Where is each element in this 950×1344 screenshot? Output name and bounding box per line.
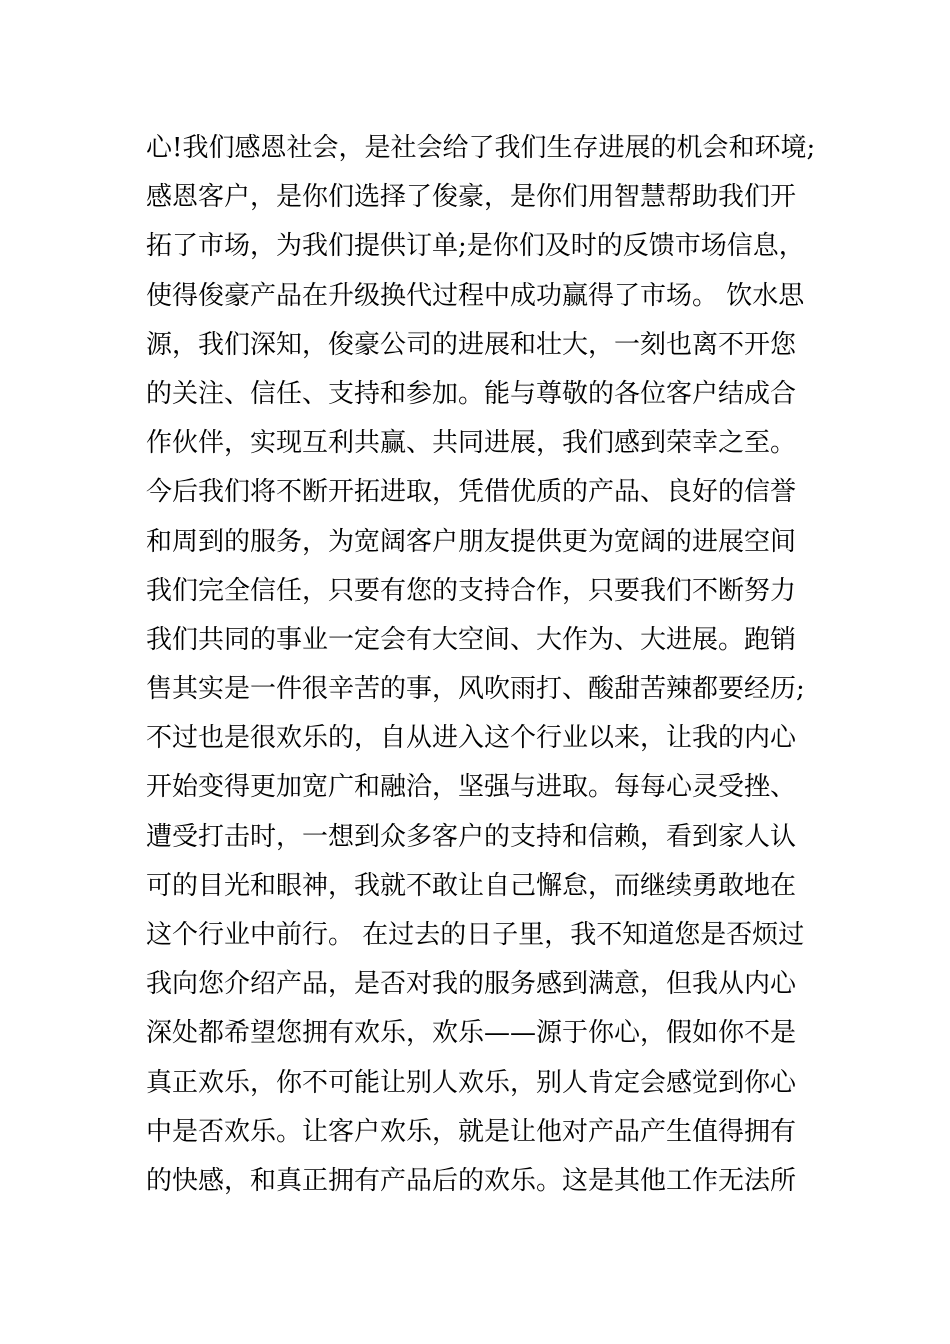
text-line: 我向您介绍产品，是否对我的服务感到满意，但我从内心 — [146, 969, 797, 1000]
text-line: 真正欢乐，你不可能让别人欢乐，别人肯定会感觉到你心 — [146, 1067, 797, 1098]
text-line: 和周到的服务，为宽阔客户朋友提供更为宽阔的进展空间 — [146, 526, 797, 557]
text-line: 心!我们感恩社会，是社会给了我们生存进展的机会和环境; — [146, 133, 816, 163]
text-line: 这个行业中前行。 在过去的日子里，我不知道您是否烦过 — [146, 920, 805, 950]
text-line: 使得俊豪产品在升级换代过程中成功赢得了市场。 饮水思 — [146, 280, 805, 311]
text-line: 我们共同的事业一定会有大空间、大作为、大进展。跑销 — [146, 624, 797, 655]
text-line: 遭受打击时，一想到众多客户的支持和信赖，看到家人认 — [146, 821, 797, 852]
body-text — [146, 124, 846, 1206]
text-line: 的关注、信任、支持和参加。能与尊敬的各位客户结成合 — [146, 378, 797, 409]
text-line: 今后我们将不断开拓进取，凭借优质的产品、良好的信誉 — [146, 477, 797, 508]
text-line: 拓了市场，为我们提供订单;是你们及时的反馈市场信息， — [146, 231, 805, 262]
text-line: 可的目光和眼神，我就不敢让自己懈怠，而继续勇敢地在 — [146, 870, 797, 901]
text-line: 感恩客户，是你们选择了俊豪，是你们用智慧帮助我们开 — [146, 182, 797, 213]
text-line: 作伙伴，实现互利共赢、共同进展，我们感到荣幸之至。 — [146, 428, 797, 459]
text-line: 我们完全信任，只要有您的支持合作，只要我们不断努力 — [146, 575, 797, 606]
text-line: 开始变得更加宽广和融洽，坚强与进取。每每心灵受挫、 — [146, 772, 797, 803]
text-line: 中是否欢乐。让客户欢乐，就是让他对产品产生值得拥有 — [146, 1116, 797, 1147]
text-line: 源，我们深知，俊豪公司的进展和壮大，一刻也离不开您 — [146, 329, 797, 360]
text-line: 不过也是很欢乐的，自从进入这个行业以来，让我的内心 — [146, 723, 797, 754]
text-line: 深处都希望您拥有欢乐，欢乐——源于你心，假如你不是 — [146, 1018, 797, 1049]
text-line: 售其实是一件很辛苦的事，风吹雨打、酸甜苦辣都要经历; — [146, 674, 805, 705]
text-line: 的快感，和真正拥有产品后的欢乐。这是其他工作无法所 — [146, 1165, 797, 1196]
